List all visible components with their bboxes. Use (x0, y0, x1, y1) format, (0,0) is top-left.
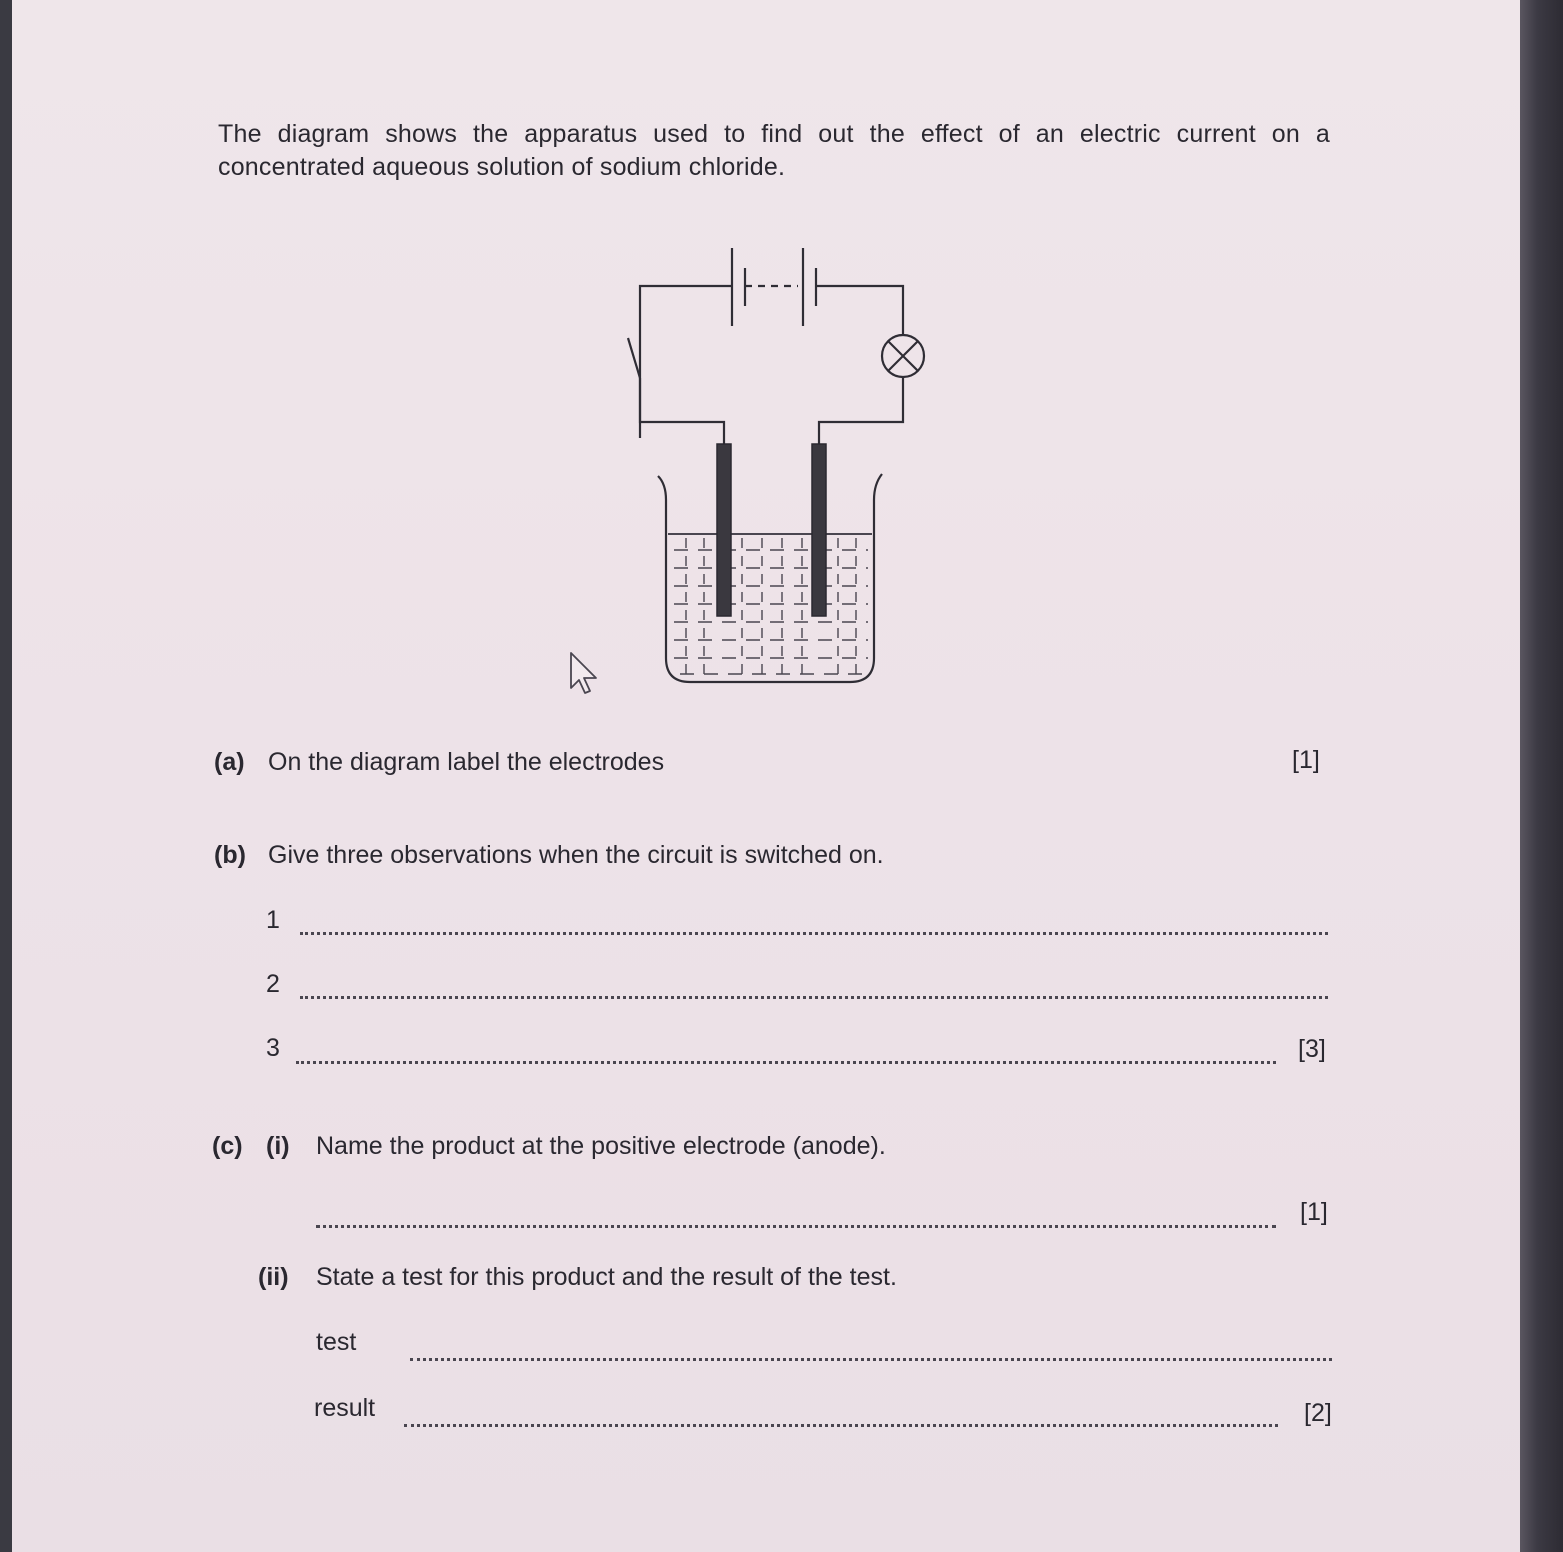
observation-answer-line-3[interactable] (296, 1061, 1276, 1064)
observation-number-2: 2 (266, 970, 280, 998)
beaker-icon (658, 474, 882, 682)
question-c-i-label: (i) (266, 1132, 290, 1160)
observation-answer-line-1[interactable] (300, 932, 1328, 935)
wire-top-right (816, 286, 903, 335)
question-c-ii (258, 1262, 897, 1292)
question-c-ii-text: State a test for this product and the result of the test. (316, 1263, 897, 1291)
test-label: test (316, 1328, 357, 1356)
mouse-cursor-icon (568, 650, 604, 698)
question-c-label: (c) (212, 1132, 243, 1160)
anode-product-answer-line[interactable] (316, 1225, 1276, 1228)
question-c-ii-label: (ii) (258, 1263, 289, 1291)
electrolysis-diagram (600, 238, 940, 698)
intro-text: The diagram shows the apparatus used to find out the effect of an electric current on a concentrated aqueous solution of sodium chloride. (218, 120, 1330, 181)
question-a-marks: [1] (1292, 746, 1320, 774)
question-c-i (212, 1131, 886, 1161)
lamp-icon (882, 335, 924, 377)
wire-right (819, 377, 903, 444)
wire-top-left (640, 286, 732, 438)
observation-number-3: 3 (266, 1034, 280, 1062)
question-c-i-marks: [1] (1300, 1198, 1328, 1226)
question-b-text: Give three observations when the circuit is switched on. (268, 841, 884, 869)
solution (668, 534, 872, 678)
electrode-right (812, 444, 826, 616)
result-label: result (314, 1394, 376, 1422)
question-c-ii-marks: [2] (1304, 1399, 1332, 1427)
question-a-label: (a) (214, 748, 245, 776)
electrode-left (717, 444, 731, 616)
observation-number-1: 1 (266, 906, 280, 934)
question-a-text: On the diagram label the electrodes (268, 748, 665, 776)
question-b-marks: [3] (1298, 1035, 1326, 1063)
question-c-i-text: Name the product at the positive electrode (anode). (316, 1132, 886, 1160)
switch-icon (628, 338, 724, 444)
question-a (214, 747, 664, 777)
observation-answer-line-2[interactable] (300, 996, 1328, 999)
test-answer-line[interactable] (410, 1358, 1332, 1361)
result-answer-line[interactable] (404, 1424, 1278, 1427)
question-b-label: (b) (214, 841, 246, 869)
battery-icon (732, 248, 816, 326)
screen-edge (1520, 0, 1563, 1552)
question-b (214, 840, 884, 870)
